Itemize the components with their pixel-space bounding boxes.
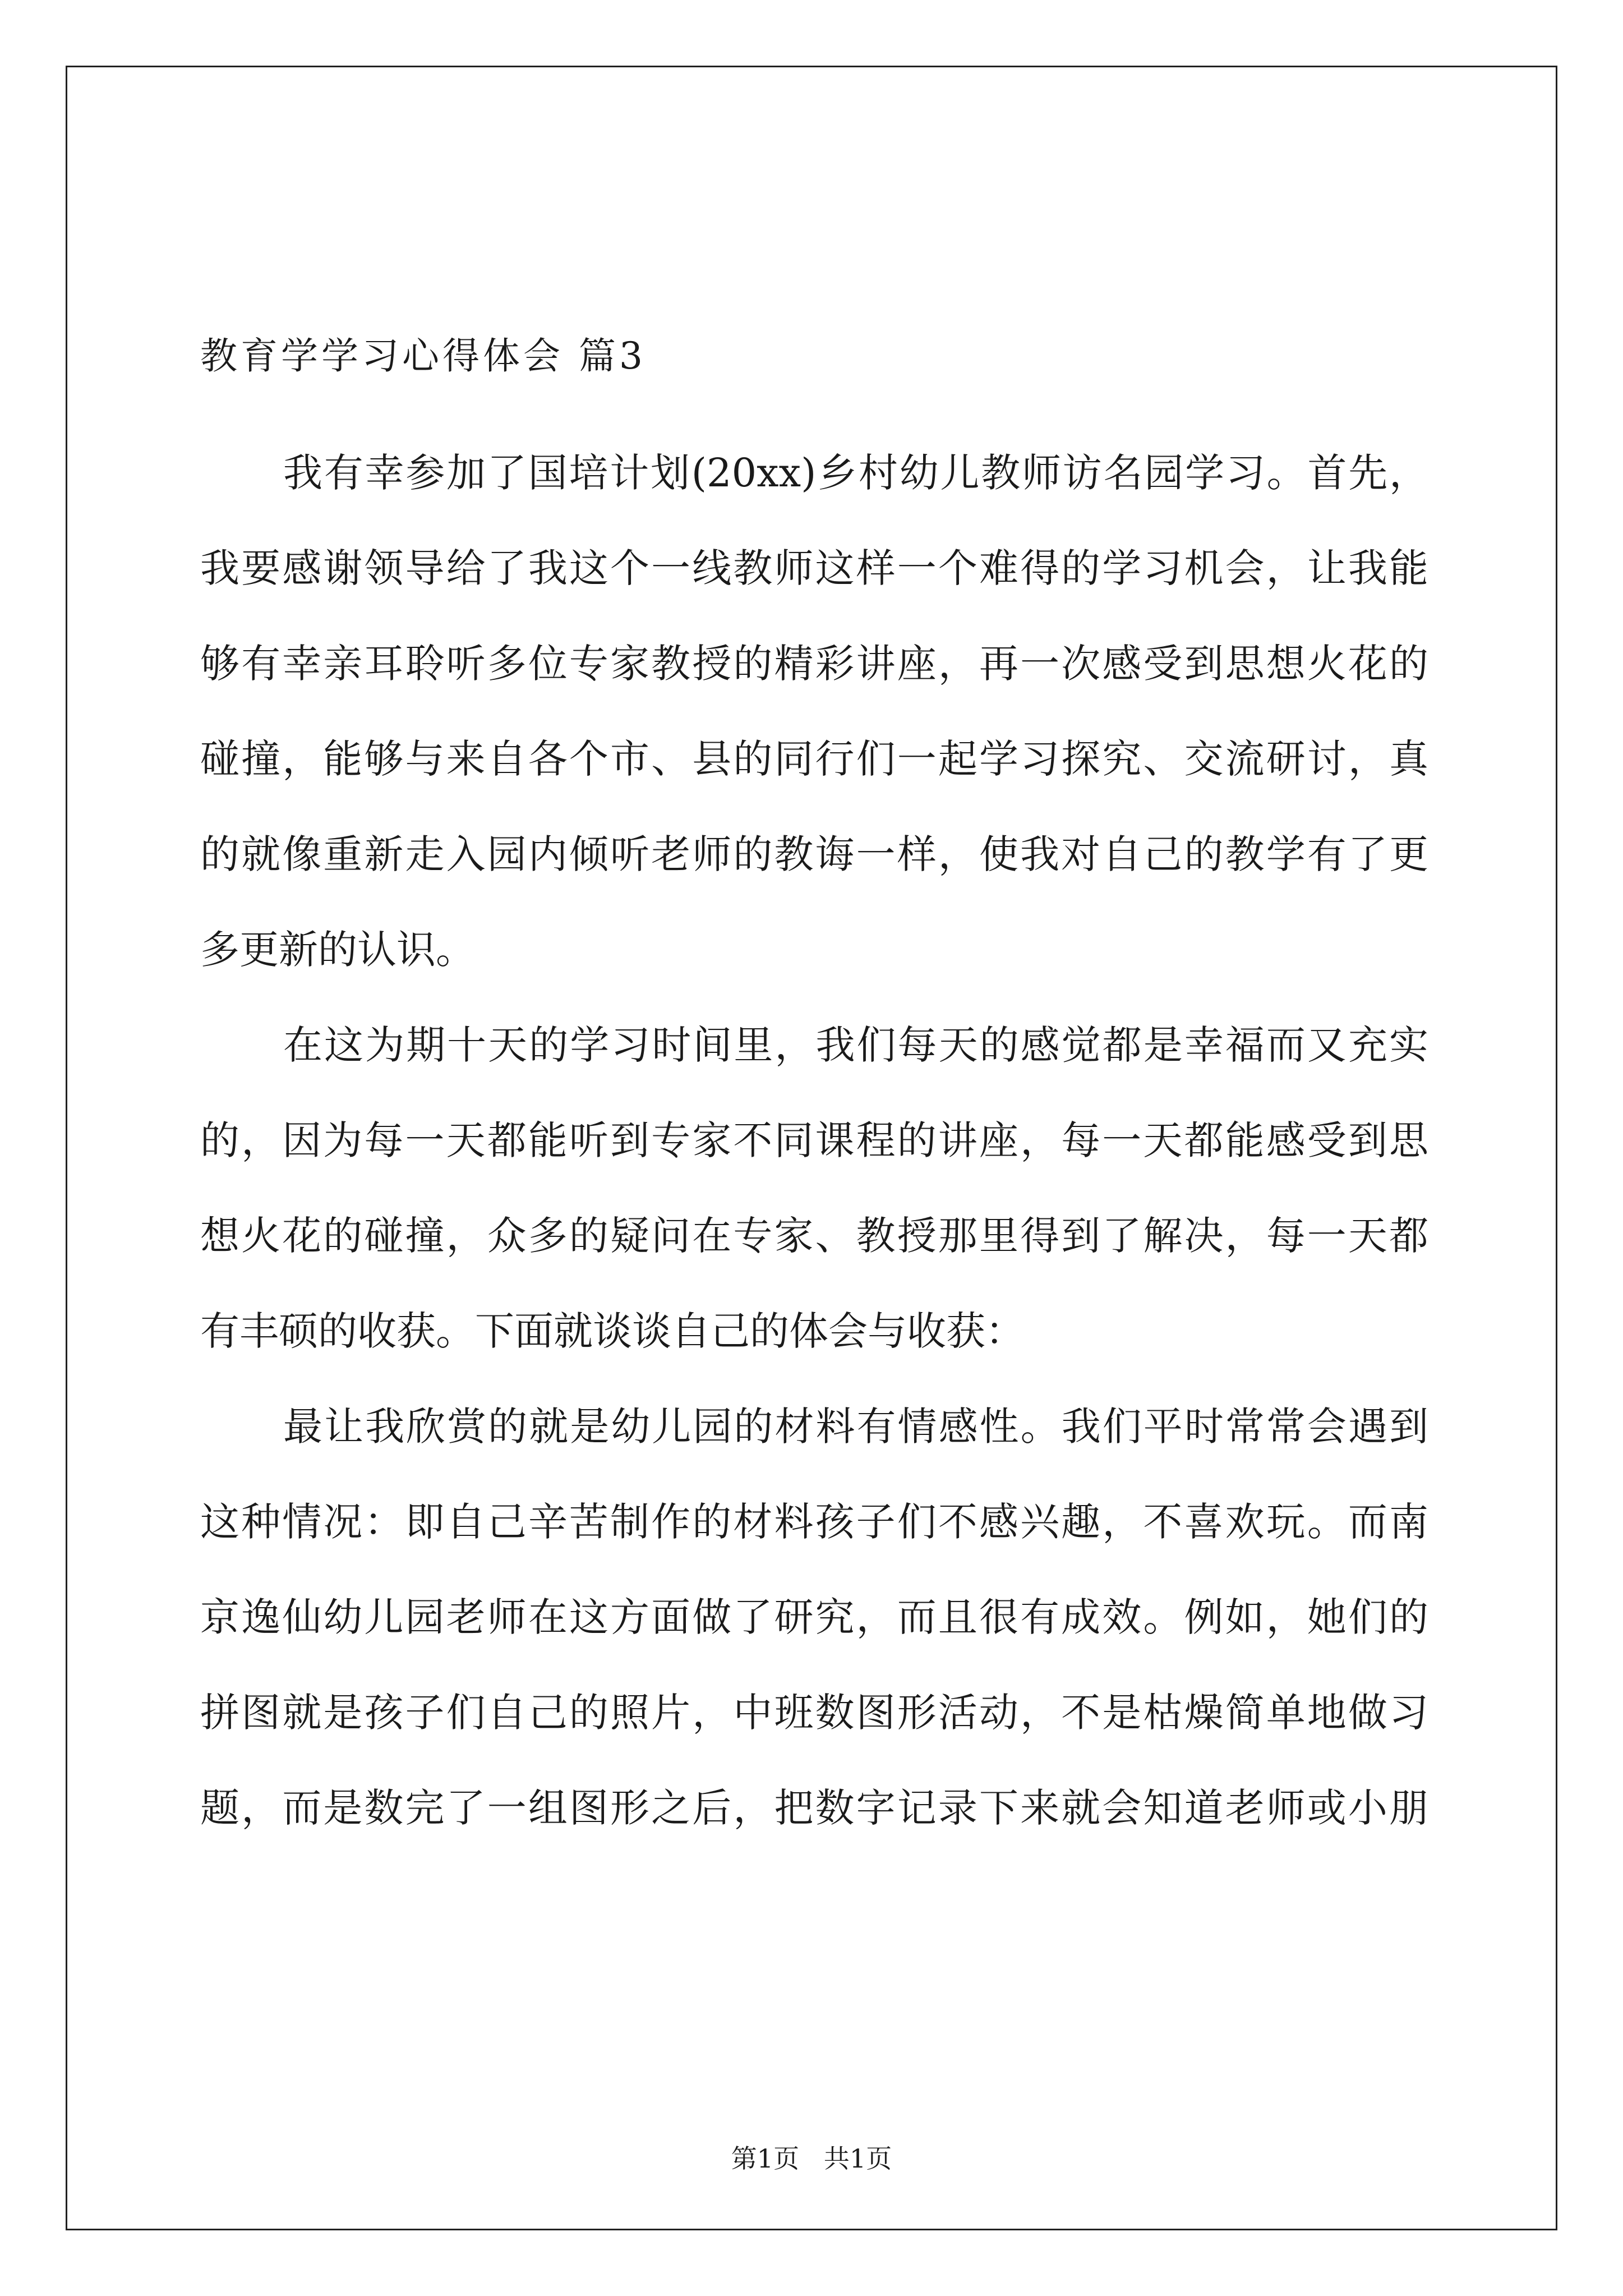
paragraph-line: 够有幸亲耳聆听多位专家教授的精彩讲座，再一次感受到思想火花的	[200, 641, 1428, 687]
paragraph-line: 题，而是数完了一组图形之后，把数字记录下来就会知道老师或小朋	[200, 1785, 1428, 1831]
page-number-footer: 第1页 共1页	[731, 2143, 892, 2174]
document-title: 教育学学习心得体会 篇3	[200, 334, 646, 378]
paragraph-line: 在这为期十天的学习时间里，我们每天的感觉都是幸福而又充实	[283, 1022, 1428, 1068]
paragraph-line: 有丰硕的收获。下面就谈谈自己的体会与收获：	[200, 1308, 1025, 1354]
paragraph-line: 拼图就是孩子们自己的照片，中班数图形活动，不是枯燥简单地做习	[200, 1690, 1428, 1736]
paragraph-line: 多更新的认识。	[200, 927, 475, 973]
paragraph-line: 想火花的碰撞，众多的疑问在专家、教授那里得到了解决，每一天都	[200, 1213, 1428, 1259]
paragraph-line: 这种情况：即自己辛苦制作的材料孩子们不感兴趣，不喜欢玩。而南	[200, 1499, 1428, 1545]
paragraph-line: 的，因为每一天都能听到专家不同课程的讲座，每一天都能感受到思	[200, 1117, 1428, 1163]
paragraph-line: 我有幸参加了国培计划(20xx)乡村幼儿教师访名园学习。首先，	[283, 450, 1428, 496]
paragraph-line: 最让我欣赏的就是幼儿园的材料有情感性。我们平时常常会遇到	[283, 1404, 1428, 1450]
paragraph-line: 我要感谢领导给了我这个一线教师这样一个难得的学习机会，让我能	[200, 545, 1428, 591]
paragraph-line: 的就像重新走入园内倾听老师的教诲一样，使我对自己的教学有了更	[200, 831, 1428, 877]
paragraph-line: 京逸仙幼儿园老师在这方面做了研究，而且很有成效。例如，她们的	[200, 1594, 1428, 1640]
paragraph-line: 碰撞，能够与来自各个市、县的同行们一起学习探究、交流研讨，真	[200, 736, 1428, 782]
